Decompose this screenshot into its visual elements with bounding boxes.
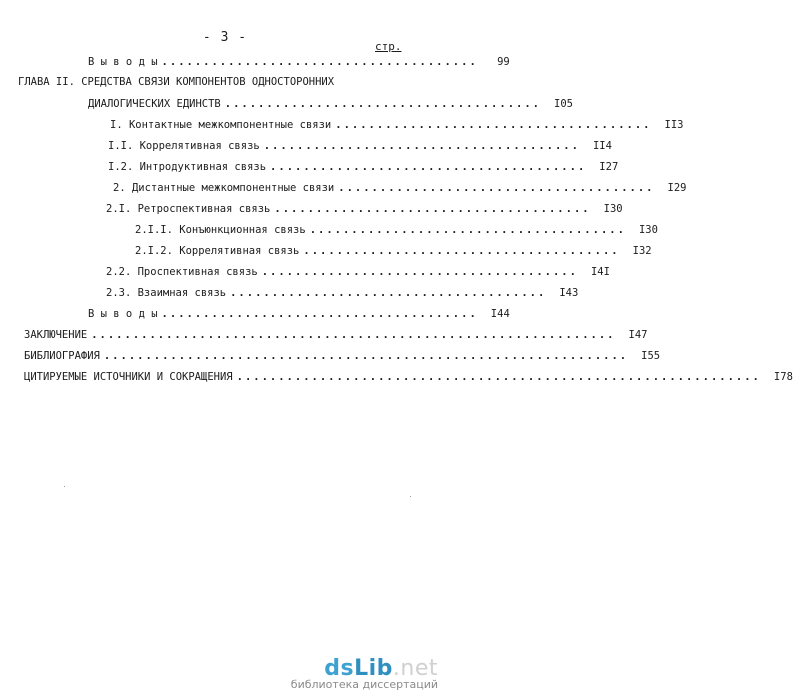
scan-speck [64, 486, 65, 487]
toc-entry-page: I27 [599, 161, 619, 173]
toc-entry-label: I.I. Коррелятивная связь [108, 140, 260, 152]
toc-entry-label: 2.I.2. Коррелятивная связь [135, 245, 300, 257]
toc-entry-page: 99 [497, 56, 510, 68]
toc-leader-dots: ...................................... [338, 182, 655, 194]
toc-leader-dots: ............................................................... [103, 350, 629, 362]
toc-leader-dots: ...................................... [309, 224, 626, 236]
toc-entry-page: I05 [554, 98, 573, 110]
toc-entry-page: II4 [592, 140, 612, 152]
toc-entry-label: 2.I.I. Конъюнкционная связь [135, 224, 306, 236]
toc-leader-dots: ...................................... [274, 203, 591, 215]
toc-entry-label: БИБЛИОГРАФИЯ [24, 350, 100, 362]
toc-entry-page: I30 [603, 203, 623, 215]
logo-part-net: .net [392, 656, 438, 681]
toc-entry-label: I.2. Интродуктивная связь [108, 161, 267, 173]
toc-entry-page: I29 [667, 182, 687, 194]
logo-part-ds: ds [324, 656, 355, 681]
page-number: - 3 - [202, 30, 248, 45]
toc-entry-section-2 [113, 178, 687, 198]
toc-entry-conclusions-2 [88, 304, 510, 324]
toc-entry-label: 2.3. Взаимная связь [106, 287, 227, 299]
toc-entry-page: I4I [590, 266, 610, 278]
toc-entry-page: I32 [632, 245, 652, 257]
toc-leader-dots: ...................................... [224, 98, 541, 110]
logo-part-lib: Lib [354, 656, 393, 681]
toc-entry-label: В ы в о д ы [88, 56, 158, 68]
toc-entry-section-1-1 [108, 136, 612, 156]
toc-entry-section-2-2 [106, 262, 610, 282]
toc-entry-label: ЦИТИРУЕМЫЕ ИСТОЧНИКИ И СОКРАЩЕНИЯ [24, 371, 233, 383]
toc-entry-page: I55 [641, 350, 661, 362]
toc-leader-dots: ...................................... [335, 119, 652, 131]
toc-entry-page: I78 [773, 371, 793, 383]
toc-entry-section-2-1-1 [135, 220, 658, 240]
toc-entry-label: ДИАЛОГИЧЕСКИХ ЕДИНСТВ [88, 98, 221, 110]
watermark-subtitle: библиотека диссертаций [290, 678, 438, 691]
toc-entry-chapter-2 [18, 72, 392, 92]
toc-entry-label: В ы в о д ы [88, 308, 158, 320]
toc-entry-label: ГЛАВА II. СРЕДСТВА СВЯЗИ КОМПОНЕНТОВ ОДНОСТОРОННИХ [18, 76, 335, 88]
toc-entry-label: ЗАКЛЮЧЕНИЕ [24, 329, 88, 341]
toc-entry-section-1-2 [108, 157, 619, 177]
toc-leader-dots: ............................................................... [236, 371, 761, 383]
dslib-watermark [291, 656, 438, 691]
toc-leader-dots: ...................................... [261, 266, 578, 278]
toc-leader-dots: ............................................................... [91, 329, 616, 341]
toc-entry-page: I47 [628, 329, 648, 341]
toc-entry-conclusion [24, 325, 648, 345]
toc-entry-section-1 [110, 115, 684, 135]
toc-entry-label: 2.2. Проспективная связь [106, 266, 258, 278]
toc-entry-section-2-3 [106, 283, 579, 303]
toc-entry-sources [24, 367, 793, 387]
toc-entry-page: I43 [559, 287, 579, 299]
scan-speck [410, 496, 411, 497]
toc-entry-label: 2. Дистантные межкомпонентные связи [113, 182, 335, 194]
toc-entry-label: I. Контактные межкомпонентные связи [110, 119, 332, 131]
toc-entry-label: 2.I. Ретроспективная связь [106, 203, 271, 215]
toc-leader-dots: ...................................... [161, 56, 478, 68]
toc-leader-dots: ...................................... [263, 140, 580, 152]
toc-leader-dots: ...................................... [303, 245, 620, 257]
toc-leader-dots: ...................................... [161, 308, 478, 320]
page-column-label: стр. [375, 40, 402, 53]
toc-entry-page: II3 [664, 119, 684, 131]
toc-entry-section-2-1-2 [135, 241, 652, 261]
toc-entry-conclusions-1 [88, 52, 510, 72]
toc-entry-page: I30 [638, 224, 658, 236]
toc-leader-dots: ...................................... [270, 161, 587, 173]
toc-entry-page: I44 [490, 308, 510, 320]
toc-entry-bibliography [24, 346, 661, 366]
toc-entry-section-2-1 [106, 199, 623, 219]
toc-entry-chapter-2-cont [88, 94, 573, 114]
toc-leader-dots: ...................................... [230, 287, 547, 299]
